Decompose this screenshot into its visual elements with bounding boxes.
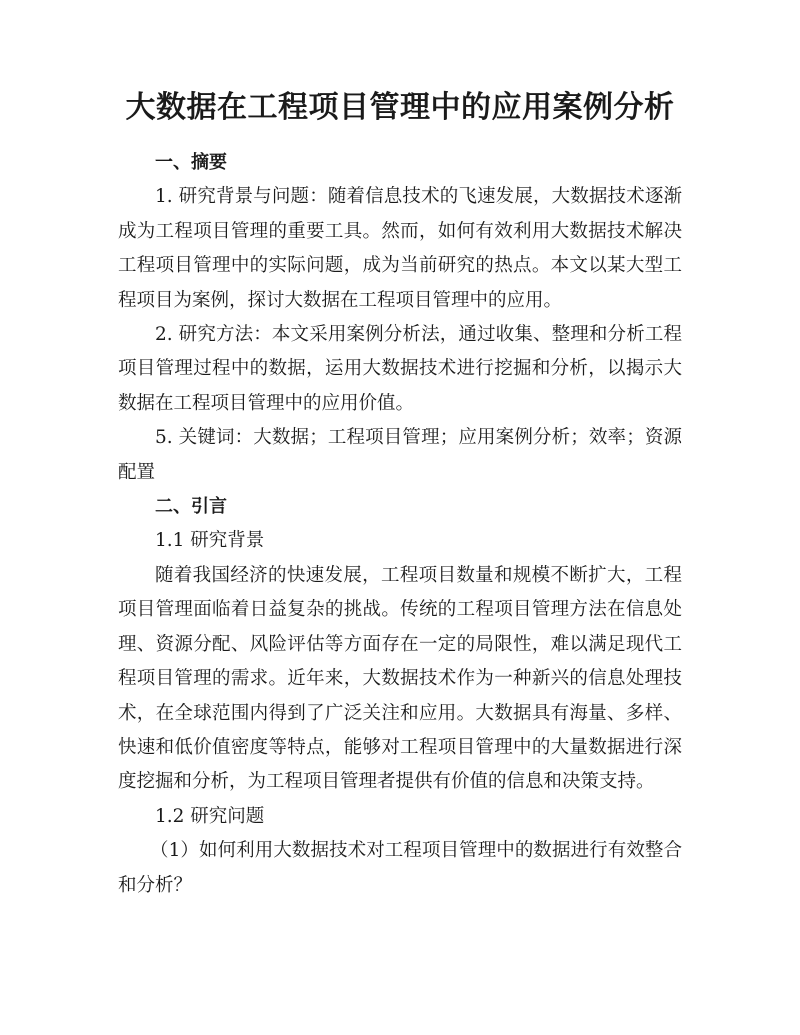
section-heading-abstract: 一、摘要	[155, 152, 227, 173]
background-line-5: 术，在全球范围内得到了广泛关注和应用。大数据具有海量、多样、	[118, 702, 682, 724]
question-1-line-1: （1）如何利用大数据技术对工程项目管理中的数据进行有效整合	[150, 840, 682, 862]
background-line-1: 随着我国经济的快速发展，工程项目数量和规模不断扩大，工程	[155, 564, 682, 586]
background-line-7: 度挖掘和分析，为工程项目管理者提供有价值的信息和决策支持。	[118, 771, 655, 793]
section-heading-introduction: 二、引言	[155, 496, 227, 518]
abstract-item-2-line-1: 2. 研究方法：本文采用案例分析法，通过收集、整理和分析工程	[155, 324, 682, 346]
subsection-heading-questions: 1.2 研究问题	[155, 805, 265, 827]
abstract-item-1-line-4: 程项目为案例，探讨大数据在工程项目管理中的应用。	[118, 289, 563, 311]
document-title: 大数据在工程项目管理中的应用案例分析	[125, 90, 675, 125]
background-line-2: 项目管理面临着日益复杂的挑战。传统的工程项目管理方法在信息处	[118, 599, 682, 621]
abstract-item-1-line-1: 1. 研究背景与问题：随着信息技术的飞速发展，大数据技术逐渐	[155, 186, 682, 208]
background-line-4: 程项目管理的需求。近年来，大数据技术作为一种新兴的信息处理技	[118, 668, 682, 690]
background-line-3: 理、资源分配、风险评估等方面存在一定的局限性，难以满足现代工	[118, 633, 682, 655]
abstract-item-2-line-3: 数据在工程项目管理中的应用价值。	[118, 392, 415, 414]
keywords-line-1: 5. 关键词：大数据；工程项目管理；应用案例分析；效率；资源	[155, 427, 682, 449]
background-line-6: 快速和低价值密度等特点，能够对工程项目管理中的大量数据进行深	[118, 736, 682, 758]
abstract-item-1-line-3: 工程项目管理中的实际问题，成为当前研究的热点。本文以某大型工	[118, 255, 682, 277]
question-1-line-2: 和分析？	[118, 874, 193, 896]
subsection-heading-background: 1.1 研究背景	[155, 530, 265, 552]
abstract-item-2-line-2: 项目管理过程中的数据，运用大数据技术进行挖掘和分析，以揭示大	[118, 358, 682, 380]
keywords-line-2: 配置	[118, 461, 156, 483]
abstract-item-1-line-2: 成为工程项目管理的重要工具。然而，如何有效利用大数据技术解决	[118, 220, 682, 242]
